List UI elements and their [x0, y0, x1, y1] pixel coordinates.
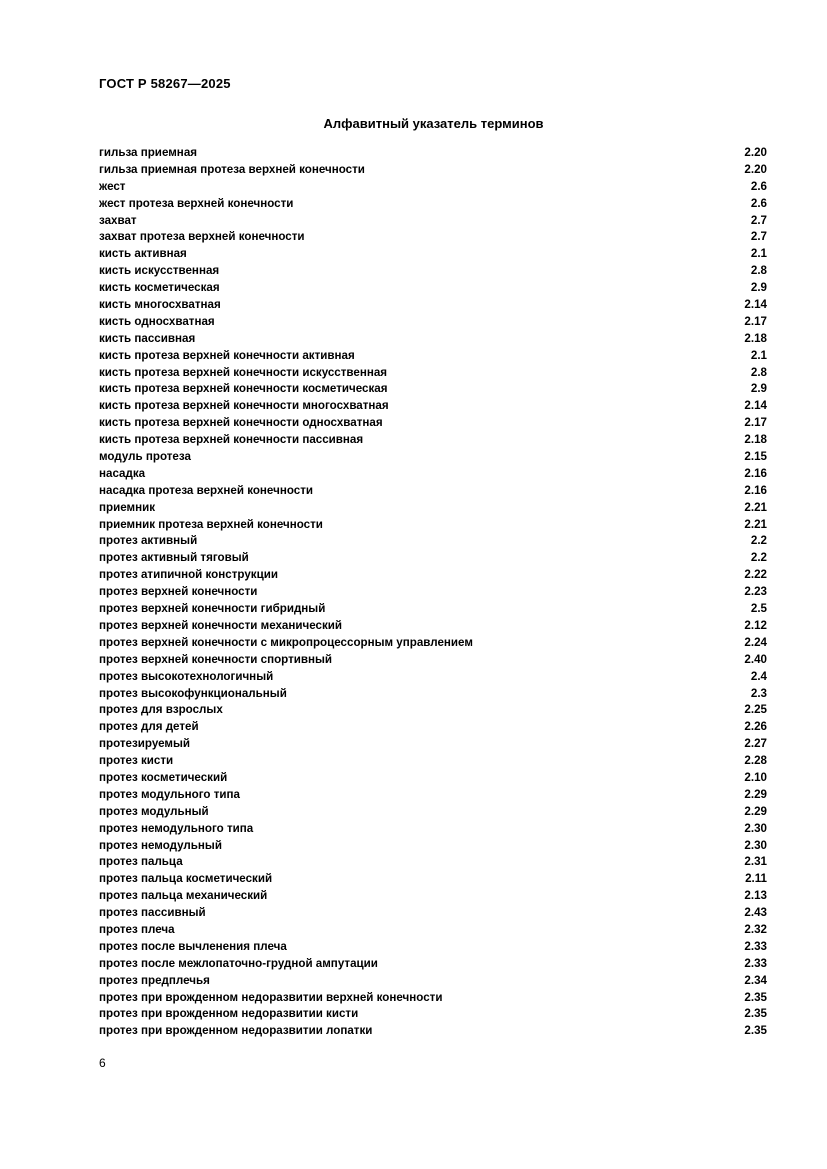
index-entry — [99, 973, 767, 990]
entry-reference: 2.13 — [744, 889, 767, 903]
index-entry — [99, 821, 767, 838]
index-entry — [99, 652, 767, 669]
entry-reference: 2.24 — [744, 635, 767, 649]
entry-term: протез пальца механический — [99, 889, 268, 903]
entry-term: захват протеза верхней конечности — [99, 230, 305, 244]
entry-reference: 2.2 — [750, 551, 767, 565]
entry-term: модуль протеза — [99, 450, 191, 464]
entry-reference: 2.25 — [744, 703, 767, 717]
entry-term: кисть косметическая — [99, 281, 220, 295]
entry-term: жест протеза верхней конечности — [99, 196, 294, 210]
entry-term: жест — [99, 179, 126, 193]
entry-term: протез после вычленения плеча — [99, 939, 287, 953]
index-entry — [99, 804, 767, 821]
index-entry — [99, 381, 767, 398]
entry-reference: 2.17 — [744, 314, 767, 328]
index-entry — [99, 770, 767, 787]
entry-reference: 2.3 — [750, 686, 767, 700]
entry-term: протез пальца косметический — [99, 872, 273, 886]
index-entry — [99, 213, 767, 230]
index-entry — [99, 854, 767, 871]
entry-term: кисть протеза верхней конечности косметическая — [99, 382, 388, 396]
entry-term: протез при врожденном недоразвитии кисти — [99, 1007, 359, 1021]
index-entry — [99, 871, 767, 888]
entry-term: протез высокофункциональный — [99, 686, 287, 700]
entry-term: приемник протеза верхней конечности — [99, 517, 323, 531]
entry-reference: 2.16 — [744, 483, 767, 497]
index-entry — [99, 348, 767, 365]
entry-reference: 2.14 — [744, 399, 767, 413]
entry-reference: 2.35 — [744, 1007, 767, 1021]
entry-term: протез при врожденном недоразвитии верхней конечности — [99, 990, 443, 1004]
entry-reference: 2.10 — [744, 770, 767, 784]
entry-reference: 2.26 — [744, 720, 767, 734]
index-entry — [99, 1006, 767, 1023]
entry-term: кисть протеза верхней конечности активная — [99, 348, 355, 362]
index-entry — [99, 331, 767, 348]
index-entry — [99, 297, 767, 314]
index-entry — [99, 939, 767, 956]
index-entry — [99, 263, 767, 280]
entry-reference: 2.28 — [744, 754, 767, 768]
entry-reference: 2.5 — [750, 602, 767, 616]
index-entry — [99, 500, 767, 517]
entry-term: насадка — [99, 466, 146, 480]
index-entry — [99, 686, 767, 703]
index-entry — [99, 415, 767, 432]
entry-term: кисть протеза верхней конечности искусственная — [99, 365, 388, 379]
index-entry — [99, 179, 767, 196]
entry-term: протез немодульного типа — [99, 821, 254, 835]
document-header: ГОСТ Р 58267—2025 — [99, 76, 231, 91]
entry-term: протез для взрослых — [99, 703, 223, 717]
entry-reference: 2.6 — [750, 196, 767, 210]
entry-term: гильза приемная — [99, 146, 198, 159]
page-number: 6 — [99, 1056, 106, 1070]
entry-term: протез верхней конечности гибридный — [99, 602, 326, 616]
entry-term: протез плеча — [99, 922, 175, 936]
entry-reference: 2.17 — [744, 416, 767, 430]
index-entry — [99, 990, 767, 1007]
entry-reference: 2.40 — [744, 652, 767, 666]
entry-reference: 2.43 — [744, 906, 767, 920]
entry-term: протез пальца — [99, 855, 183, 869]
entry-term: насадка протеза верхней конечности — [99, 483, 314, 497]
entry-reference: 2.9 — [750, 382, 767, 396]
entry-reference: 2.22 — [744, 568, 767, 582]
index-entry — [99, 466, 767, 483]
entry-term: приемник — [99, 500, 156, 514]
entry-reference: 2.35 — [744, 1024, 767, 1038]
entry-reference: 2.30 — [744, 838, 767, 852]
entry-term: гильза приемная протеза верхней конечности — [99, 162, 365, 176]
entry-reference: 2.20 — [744, 162, 767, 176]
entry-reference: 2.29 — [744, 787, 767, 801]
index-entry — [99, 550, 767, 567]
index-entry — [99, 533, 767, 550]
entry-reference: 2.18 — [744, 331, 767, 345]
entry-term: протез кисти — [99, 754, 174, 768]
index-entry — [99, 719, 767, 736]
entry-term: протез модульного типа — [99, 787, 240, 801]
entry-term: захват — [99, 213, 137, 227]
index-entry — [99, 1023, 767, 1040]
entry-reference: 2.29 — [744, 804, 767, 818]
index-entry — [99, 567, 767, 584]
index-entry — [99, 280, 767, 297]
entry-term: протез высокотехнологичный — [99, 669, 274, 683]
entry-term: кисть протеза верхней конечности многосхватная — [99, 399, 389, 413]
index-entry — [99, 517, 767, 534]
entry-term: кисть активная — [99, 247, 187, 261]
index-entry — [99, 669, 767, 686]
index-entry — [99, 584, 767, 601]
entry-reference: 2.18 — [744, 433, 767, 447]
entry-reference: 2.15 — [744, 450, 767, 464]
entry-term: кисть односхватная — [99, 314, 215, 328]
entry-reference: 2.33 — [744, 956, 767, 970]
entry-term: протез модульный — [99, 804, 209, 818]
entry-reference: 2.16 — [744, 466, 767, 480]
entry-reference: 2.20 — [744, 146, 767, 159]
entry-reference: 2.4 — [750, 669, 767, 683]
entry-term: протез верхней конечности — [99, 585, 258, 599]
entry-reference: 2.12 — [744, 618, 767, 632]
index-entry — [99, 162, 767, 179]
index-entry — [99, 246, 767, 263]
entry-term: кисть протеза верхней конечности пассивная — [99, 433, 364, 447]
entry-reference: 2.30 — [744, 821, 767, 835]
index-entry — [99, 314, 767, 331]
entry-term: протез после межлопаточно-грудной ампутации — [99, 956, 378, 970]
index-entry — [99, 922, 767, 939]
index-entry — [99, 956, 767, 973]
entry-term: кисть протеза верхней конечности односхватная — [99, 416, 383, 430]
index-entry — [99, 787, 767, 804]
index-entry — [99, 432, 767, 449]
entry-reference: 2.21 — [744, 500, 767, 514]
index-entry — [99, 196, 767, 213]
entry-reference: 2.31 — [744, 855, 767, 869]
entry-term: кисть многосхватная — [99, 298, 221, 312]
entry-term: протез атипичной конструкции — [99, 568, 278, 582]
term-index-list — [99, 145, 767, 1040]
index-entry — [99, 483, 767, 500]
index-entry — [99, 229, 767, 246]
entry-term: кисть пассивная — [99, 331, 196, 345]
entry-reference: 2.8 — [750, 264, 767, 278]
entry-reference: 2.2 — [750, 534, 767, 548]
entry-reference: 2.21 — [744, 517, 767, 531]
entry-term: протезируемый — [99, 737, 191, 751]
entry-term: протез активный — [99, 534, 198, 548]
entry-term: протез при врожденном недоразвитии лопатки — [99, 1024, 373, 1038]
entry-reference: 2.7 — [750, 230, 767, 244]
index-entry — [99, 888, 767, 905]
entry-term: протез для детей — [99, 720, 199, 734]
index-entry — [99, 736, 767, 753]
entry-reference: 2.14 — [744, 298, 767, 312]
entry-term: протез немодульный — [99, 838, 222, 852]
entry-term: протез предплечья — [99, 973, 210, 987]
index-entry — [99, 905, 767, 922]
index-entry — [99, 398, 767, 415]
index-entry — [99, 838, 767, 855]
index-entry — [99, 145, 767, 162]
entry-reference: 2.1 — [750, 348, 767, 362]
entry-reference: 2.35 — [744, 990, 767, 1004]
entry-term: протез косметический — [99, 770, 228, 784]
entry-reference: 2.11 — [745, 872, 767, 886]
entry-reference: 2.8 — [750, 365, 767, 379]
index-entry — [99, 601, 767, 618]
entry-term: протез пассивный — [99, 906, 206, 920]
entry-reference: 2.23 — [744, 585, 767, 599]
entry-term: протез верхней конечности спортивный — [99, 652, 333, 666]
entry-term: кисть искусственная — [99, 264, 220, 278]
index-entry — [99, 753, 767, 770]
entry-reference: 2.34 — [744, 973, 767, 987]
entry-reference: 2.33 — [744, 939, 767, 953]
entry-reference: 2.1 — [750, 247, 767, 261]
index-entry — [99, 702, 767, 719]
entry-reference: 2.7 — [750, 213, 767, 227]
entry-term: протез активный тяговый — [99, 551, 249, 565]
index-entry — [99, 449, 767, 466]
entry-reference: 2.9 — [750, 281, 767, 295]
entry-reference: 2.6 — [750, 179, 767, 193]
entry-reference: 2.27 — [744, 737, 767, 751]
entry-term: протез верхней конечности с микропроцессорным управлением — [99, 635, 473, 649]
index-entry — [99, 635, 767, 652]
entry-term: протез верхней конечности механический — [99, 618, 343, 632]
index-entry — [99, 618, 767, 635]
section-title: Алфавитный указатель терминов — [323, 116, 544, 131]
index-entry — [99, 365, 767, 382]
entry-reference: 2.32 — [744, 922, 767, 936]
